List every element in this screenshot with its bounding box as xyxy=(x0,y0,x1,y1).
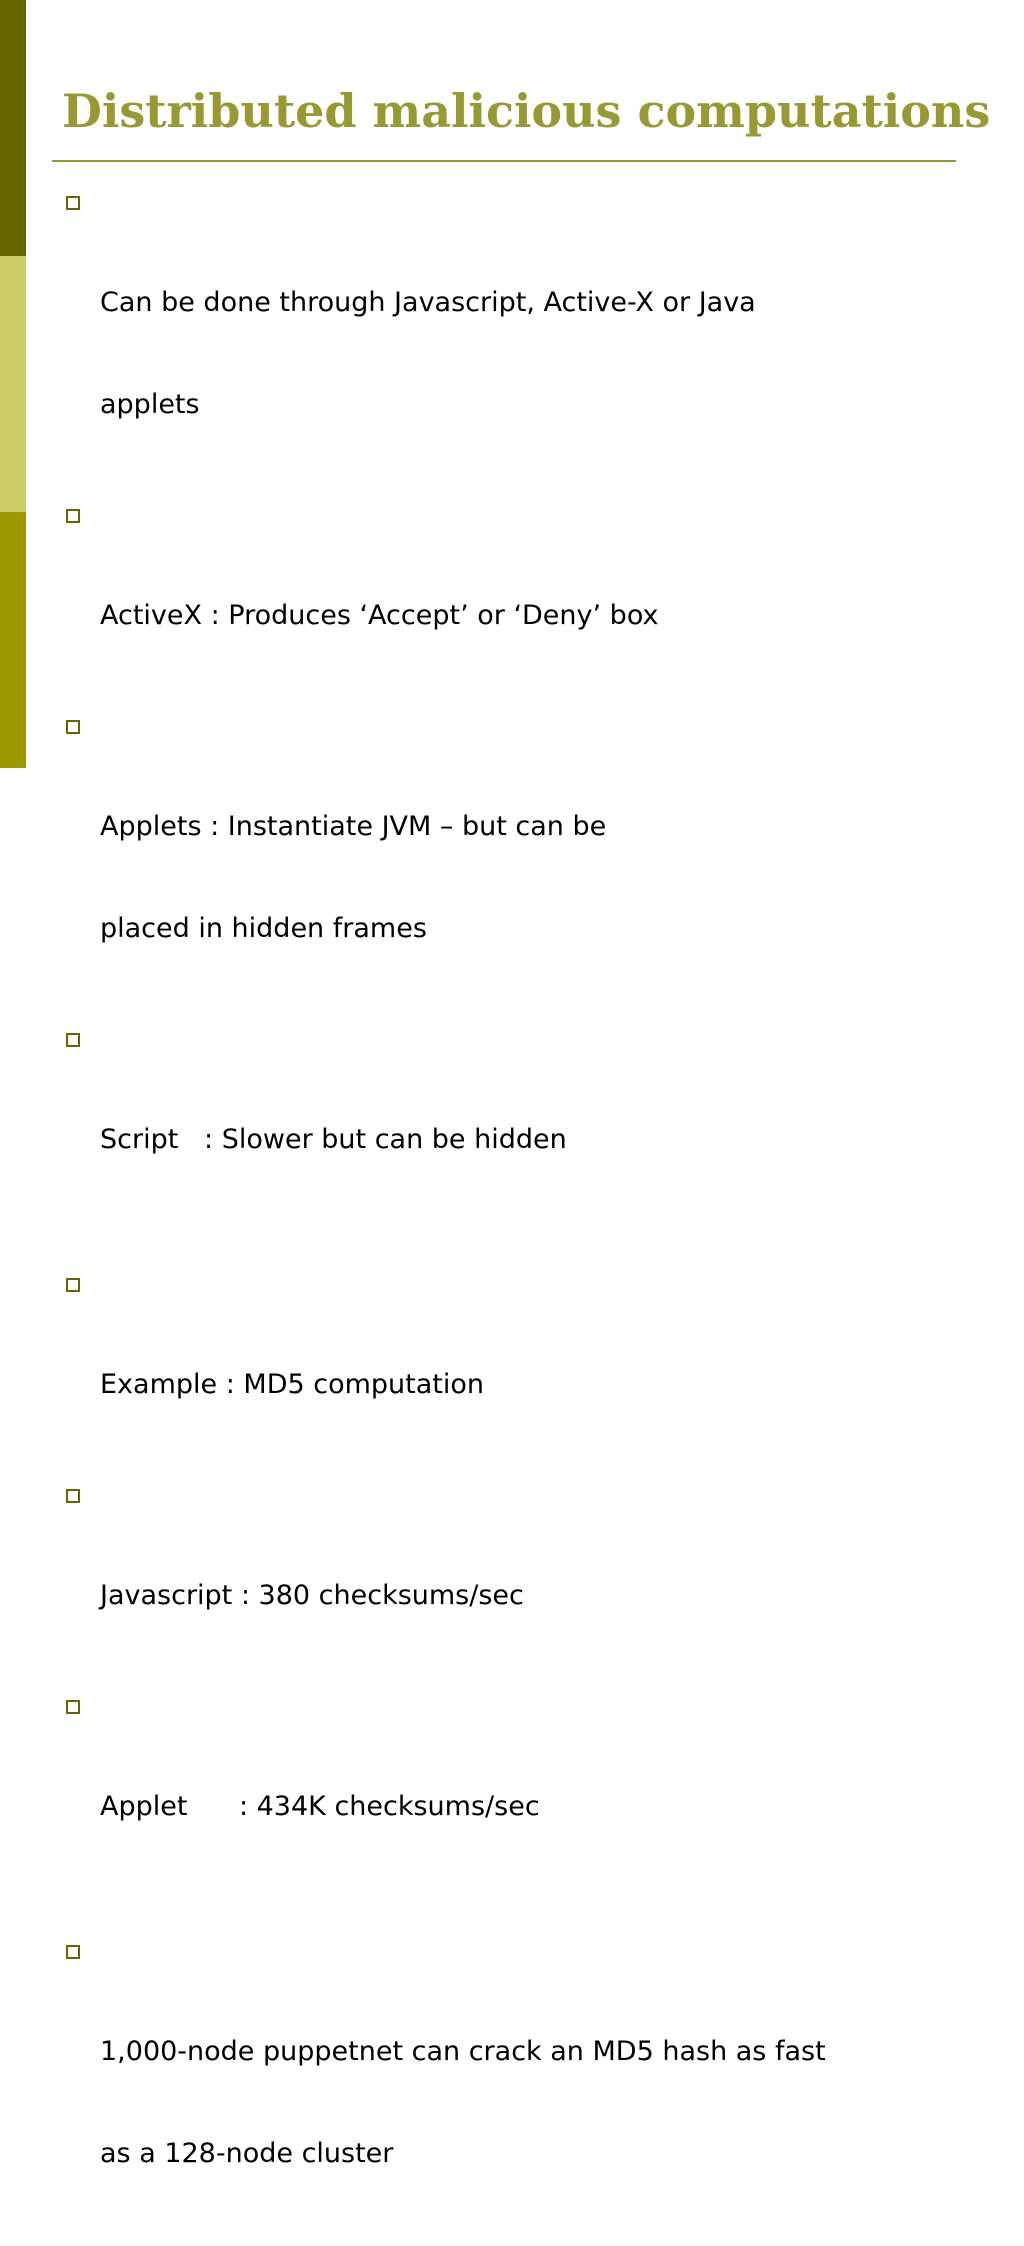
hollow-square-bullet-icon xyxy=(66,1033,80,1047)
bullet-text-line: Applet : 434K checksums/sec xyxy=(100,1791,540,1822)
bullet-list xyxy=(62,184,962,2246)
slide-title: Distributed malicious computations xyxy=(62,84,991,138)
bullet-item xyxy=(62,1021,962,1225)
bullet-text-line: as a 128-node cluster xyxy=(100,2138,394,2169)
bullet-text-line: placed in hidden frames xyxy=(100,913,427,944)
hollow-square-bullet-icon xyxy=(66,196,80,210)
side-bar-segment-bottom xyxy=(0,512,26,768)
bullet-text-line: Example : MD5 computation xyxy=(100,1369,485,1400)
hollow-square-bullet-icon xyxy=(66,1945,80,1959)
side-bar-segment-middle xyxy=(0,256,26,512)
hollow-square-bullet-icon xyxy=(66,1700,80,1714)
hollow-square-bullet-icon xyxy=(66,1489,80,1503)
bullet-item xyxy=(62,1688,962,1892)
hollow-square-bullet-icon xyxy=(66,509,80,523)
decorative-side-bar xyxy=(0,0,26,768)
bullet-item xyxy=(62,1266,962,1470)
title-underline-divider xyxy=(52,160,956,162)
bullet-text-line: Applets : Instantiate JVM – but can be xyxy=(100,811,607,842)
hollow-square-bullet-icon xyxy=(66,720,80,734)
bullet-text-line: Can be done through Javascript, Active-X or Java xyxy=(100,287,756,318)
bullet-text-line: ActiveX : Produces ‘Accept’ or ‘Deny’ box xyxy=(100,600,659,631)
hollow-square-bullet-icon xyxy=(66,1278,80,1292)
bullet-text-line: Script : Slower but can be hidden xyxy=(100,1124,567,1155)
bullet-item xyxy=(62,497,962,701)
bullet-item xyxy=(62,1933,962,2239)
bullet-item xyxy=(62,184,962,490)
bullet-text-line: Javascript : 380 checksums/sec xyxy=(100,1580,524,1611)
bullet-item xyxy=(62,1477,962,1681)
bullet-item xyxy=(62,708,962,1014)
bullet-text-line: applets xyxy=(100,389,200,420)
bullet-text-line: 1,000-node puppetnet can crack an MD5 hash as fast xyxy=(100,2036,826,2067)
side-bar-segment-top xyxy=(0,0,26,256)
